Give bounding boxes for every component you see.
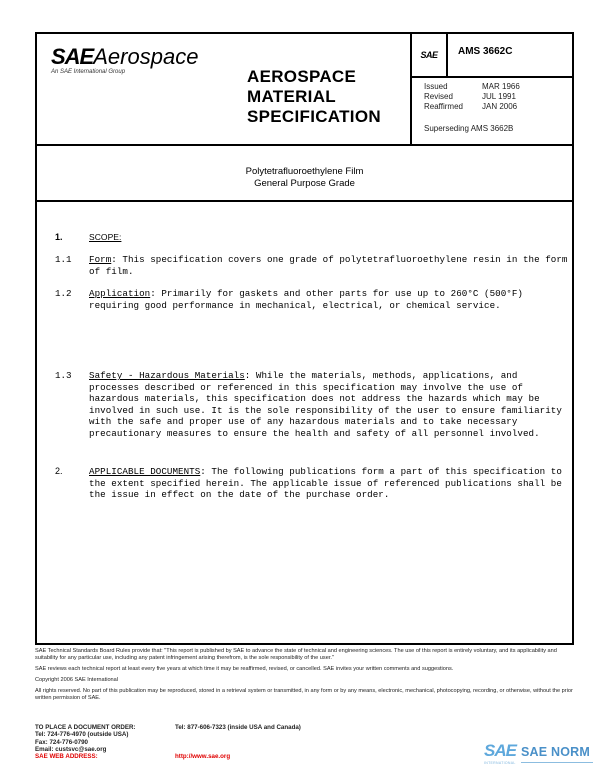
title-line: AEROSPACE bbox=[247, 67, 357, 86]
spec-title bbox=[247, 67, 381, 127]
sae-logo-icon: SAE bbox=[484, 741, 516, 760]
section-heading: SCOPE: bbox=[89, 232, 122, 242]
footer-copyright: Copyright 2006 SAE International bbox=[35, 677, 119, 683]
section-heading: Safety - Hazardous Materials bbox=[89, 370, 245, 381]
section-heading: APPLICABLE DOCUMENTS bbox=[89, 466, 201, 477]
doc-id-row bbox=[412, 34, 574, 78]
doc-number: AMS 3662C bbox=[458, 46, 513, 57]
footer-rights: All rights reserved. No part of this publication may be reproduced, stored in a retrieval system or transmitted, in any form or by any means, electronic, mechanical, photocopying, recording, or otherwise, without the prior written permission of SAE. bbox=[35, 688, 573, 701]
title-line: MATERIAL bbox=[247, 87, 336, 106]
tel-inside: Tel: 877-606-7323 (inside USA and Canada) bbox=[175, 724, 301, 731]
order-heading: TO PLACE A DOCUMENT ORDER: bbox=[35, 724, 136, 731]
logo-aerospace-text: Aerospace bbox=[93, 44, 199, 69]
footer-review: SAE reviews each technical report at least every five years at which time it may be reaffirmed, revised, or cancelled. SAE invites your written comments and suggestions. bbox=[35, 666, 454, 672]
stamp-international: INTERNATIONAL bbox=[484, 761, 516, 765]
email: Email: custsvc@sae.org bbox=[35, 745, 107, 753]
web-label: SAE WEB ADDRESS: bbox=[35, 753, 98, 761]
footer-rules: SAE Technical Standards Board Rules provide that: "This report is published by SAE to advance the state of technical and engineering sciences. The use of this report is entirely voluntary, and its applicability and suitability for any particular use, including any patent infringement arising therefrom, is the sole responsibility of the user." bbox=[35, 648, 557, 661]
doc-dates bbox=[424, 82, 520, 112]
document-frame: SAEAerospace An SAE International Group AEROSPACE MATERIAL SPECIFICATION SAE AMS 3662C Issued MAR 1966 Revised JUL 1991 Reaffirmed JAN 2006 Superseding AMS 3662B Polytetrafluoroethylene Film General Purpose Grade 1. SCOPE: 1.1 Form: This specification covers one grade of polytetrafluoroethylene resin in the form of film. 1.2 Application: Primarily for gaskets and other parts for use up to 260°C (500°F) requiring good performance in mechanical, electrical, or chemical service. 1.3 Safety - Hazardous Materials: While the materials, methods, applications, and processes described or referenced in this specification may involve the use of hazardous materials, this specification does not address the hazards which may be involved in such use. It is the sole responsibility of the user to ensure familiarity with the safe and proper use of any hazardous materials and to take necessary precautionary measures to ensure the health and safety of all personnel involved. 2. APPLICABLE DOCUMENTS: The following publications form a part of this specification to the extent specified herein. The applicable issue of referenced publications shall be the issue in effect on the date of the purchase order. bbox=[35, 32, 574, 645]
date-row: Reaffirmed JAN 2006 bbox=[424, 102, 518, 111]
tel-outside: Tel: 724-776-4970 (outside USA) bbox=[35, 731, 129, 739]
document-header bbox=[37, 34, 572, 146]
stamp-divider bbox=[521, 762, 593, 763]
document-subject bbox=[37, 146, 572, 202]
superseding-note: Superseding AMS 3662B bbox=[424, 124, 514, 133]
section-heading: Application bbox=[89, 288, 151, 299]
section-heading: Form bbox=[89, 254, 112, 265]
web-url-link[interactable]: http://www.sae.org bbox=[175, 753, 231, 761]
logo-sae-text: SAE bbox=[51, 44, 94, 69]
doc-info-panel bbox=[410, 34, 574, 144]
date-row: Issued MAR 1966 bbox=[424, 82, 520, 91]
fax: Fax: 724-776-0790 bbox=[35, 738, 88, 746]
subject-line-1: Polytetrafluoroethylene Film bbox=[245, 166, 364, 177]
subject-line-2: General Purpose Grade bbox=[254, 178, 355, 189]
date-row: Revised JUL 1991 bbox=[424, 92, 516, 101]
sae-norm-stamp bbox=[484, 742, 594, 768]
legal-footer bbox=[35, 648, 575, 706]
sae-aerospace-logo bbox=[51, 46, 198, 75]
sae-mark-icon: SAE bbox=[412, 34, 448, 76]
title-line: SPECIFICATION bbox=[247, 107, 381, 126]
logo-subtitle: An SAE International Group bbox=[51, 69, 126, 75]
order-info bbox=[35, 724, 301, 761]
stamp-norm-text: SAE NORM bbox=[521, 745, 590, 759]
